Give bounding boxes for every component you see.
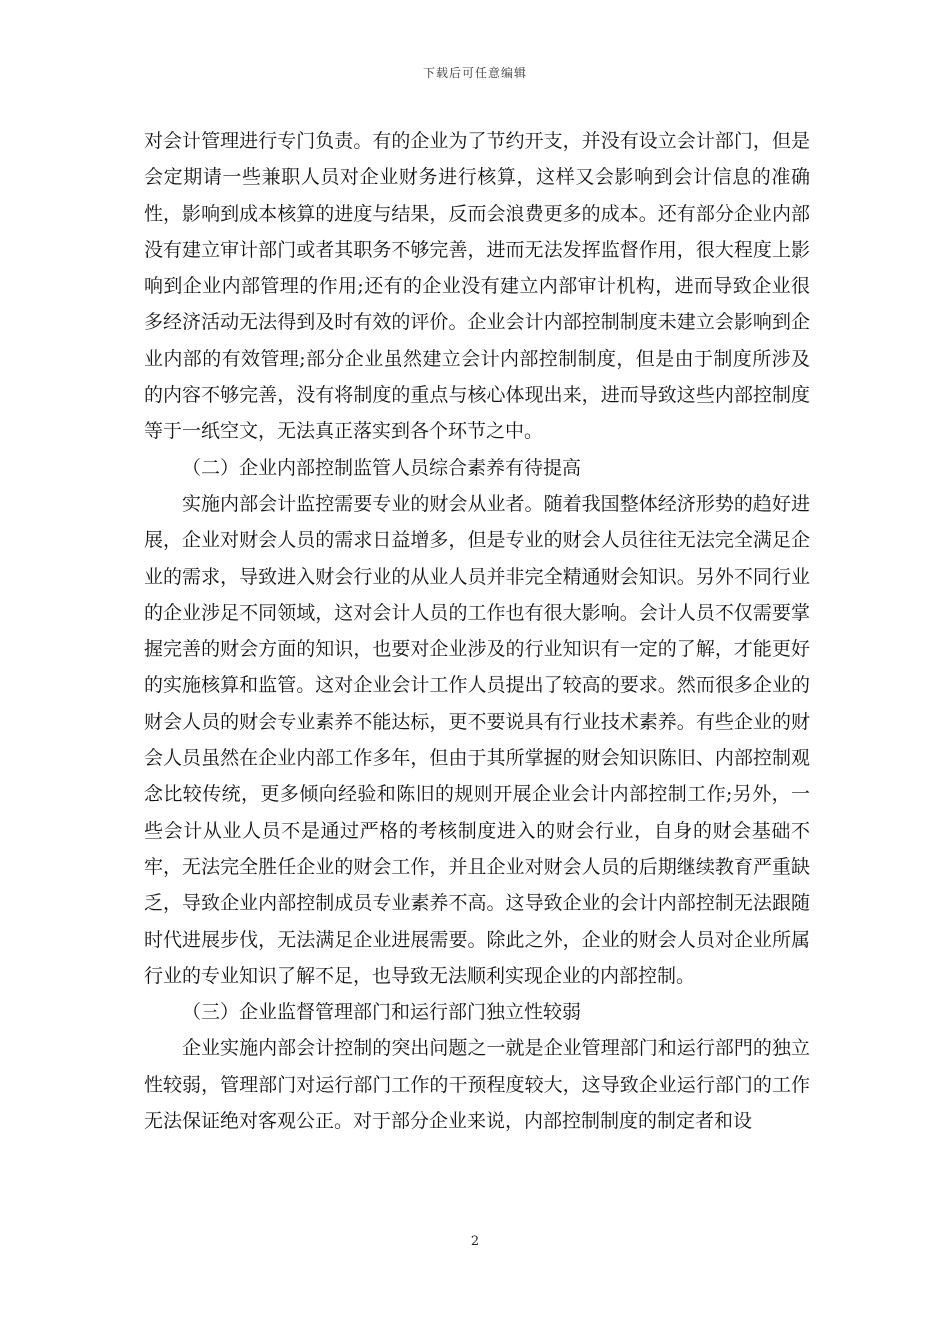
paragraph-continuation: 对会计管理进行专门负责。有的企业为了节约开支，并没有设立会计部门，但是会定期请一些兼职人员对企业财务进行核算，这样又会影响到会计信息的准确性，影响到成本核算的进度与结果，反而会浪费更多的成本。还有部分企业内部没有建立审计部门或者其职务不够完善，进而无法发挥监督作用，很大程度上影响到企业内部管理的作用;还有的企业没有建立内部审计机构，进而导致企业很多经济活动无法得到及时有效的评价。企业会计内部控制制度未建立会影响到企业内部的有效管理;部分企业虽然建立会计内部控制制度，但是由于制度所涉及的内容不够完善，没有将制度的重点与核心体现出来，进而导致这些内部控制度等于一纸空文，无法真正落实到各个环节之中。	[144, 130, 810, 443]
paragraph-section-3: 企业实施内部会计控制的突出问题之一就是企业管理部门和运行部門的独立性较弱，管理部门对运行部门工作的干预程度较大，这导致企业运行部门的工作无法保证绝对客观公正。对于部分企业来说，内部控制制度的制定者和设	[144, 1037, 810, 1133]
paragraph-section-2: 实施内部会计监控需要专业的财会从业者。随着我国整体经济形势的趋好进展，企业对财会人员的需求日益增多，但是专业的财会人员往往无法完全满足企业的需求，导致进入财会行业的从业人员并非完全精通财会知识。另外不同行业的企业涉足不同领域，这对会计人员的工作也有很大影响。会计人员不仅需要掌握完善的财会方面的知识，也要对企业涉及的行业知识有一定的了解，才能更好的实施核算和监管。这对企业会计工作人员提出了较高的要求。然而很多企业的财会人员的财会专业素养不能达标，更不要说具有行业技术素养。有些企业的财会人员虽然在企业内部工作多年，但由于其所掌握的财会知识陈旧、内部控制观念比较传统，更多倾向经验和陈旧的规则开展企业会计内部控制工作;另外，一些会计从业人员不是通过严格的考核制度进入的财会行业，自身的财会基础不牢，无法完全胜任企业的财会工作，并且企业对财会人员的后期继续教育严重缺乏，导致企业内部控制成员专业素养不高。这导致企业的会计内部控制无法跟随时代进展步伐，无法满足企业进展需要。除此之外，企业的财会人员对企业所属行业的专业知识了解不足，也导致无法顺利实现企业的内部控制。	[144, 492, 810, 987]
section-heading-2: （二）企业内部控制监管人员综合素养有待提高	[182, 456, 582, 479]
document-body	[144, 123, 810, 1139]
page-header-note: 下载后可任意编辑	[422, 66, 527, 80]
page-number: 2	[470, 1234, 480, 1249]
section-heading-3: （三）企业监督管理部门和运行部门独立性较弱	[182, 1001, 582, 1024]
